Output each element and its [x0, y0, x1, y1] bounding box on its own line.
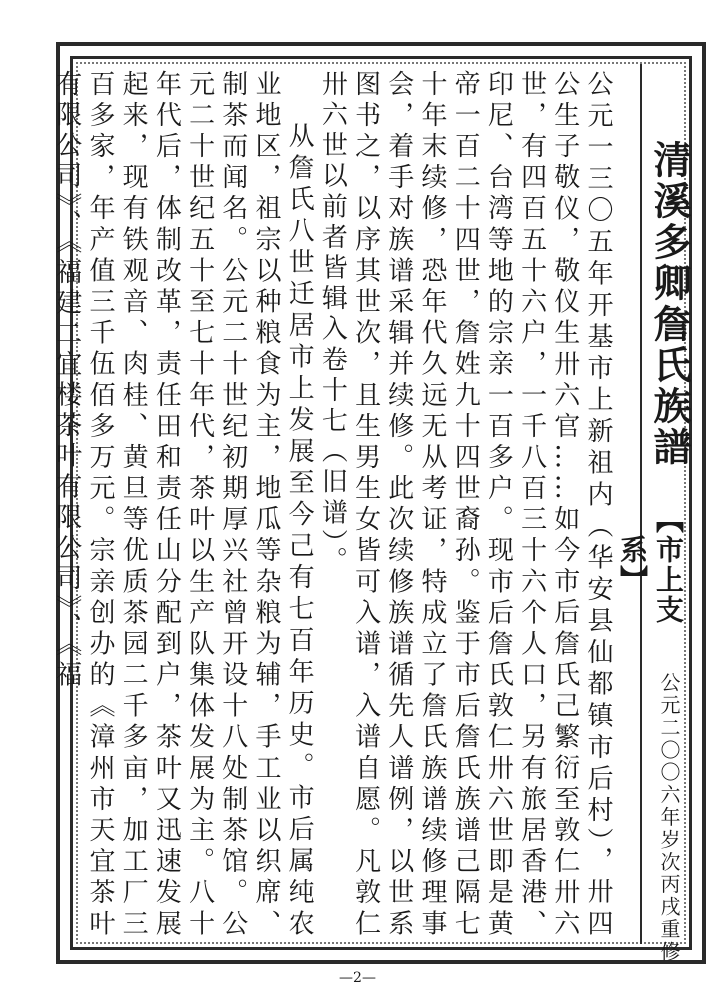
- page-number: —2—: [339, 970, 376, 986]
- body-text: [51, 70, 614, 940]
- paragraph: 从詹氏八世迁居市上发展至今己有七百年历史。市后属纯农业地区，祖宗以种粮食为主，地瓜等杂粮为辅，手工业以织席、制茶而闻名。公元二十世纪初期厚兴社曾开设十八处制茶馆。公元二十世纪五十至七十年代，茶叶以生产队集体发展为主。八十年代后，体制改革，责任田和责任山分配到户，茶叶又迅速发展起来，现有铁观音、肉桂、黄旦等优质茶园二千多亩，加工厂三百多家，年产值三千伍佰多万元。宗亲创办的《漳州市天宜茶叶有限公司》、《福建二宜楼茶叶有限公司》、《福: [51, 70, 315, 940]
- paragraph: 公元一三〇五年开基市上新祖内（华安县仙都镇市后村），卅四公生子敬仪，敬仪生卅六官……如今市后詹氏己繁衍至敦仁卅六世，有四百五十六户，一千八百三十六个人口，另有旅居香港、印尼、台湾等地的宗亲一百多户。现市后詹氏敦仁卅六世即是黄帝一百二十四世，詹姓九十四世裔孙。鉴于市后詹氏族谱己隔七十年末续修，恐年代久远无从考证，特成立了詹氏族谱续修理事会，着手对族谱采辑并续修。此次续修族谱循先人谱例，以世系图书之，以序其世次，且生男生女皆可入谱，入谱自愿。凡敦仁卅六世以前者皆辑入卷十七（旧谱）。: [317, 70, 613, 940]
- book-title: 清溪多卿詹氏族譜: [647, 140, 692, 468]
- edition-note: 公元二〇〇六年岁次丙戌重修: [657, 672, 681, 964]
- section-label: 【市上支系】: [616, 505, 685, 625]
